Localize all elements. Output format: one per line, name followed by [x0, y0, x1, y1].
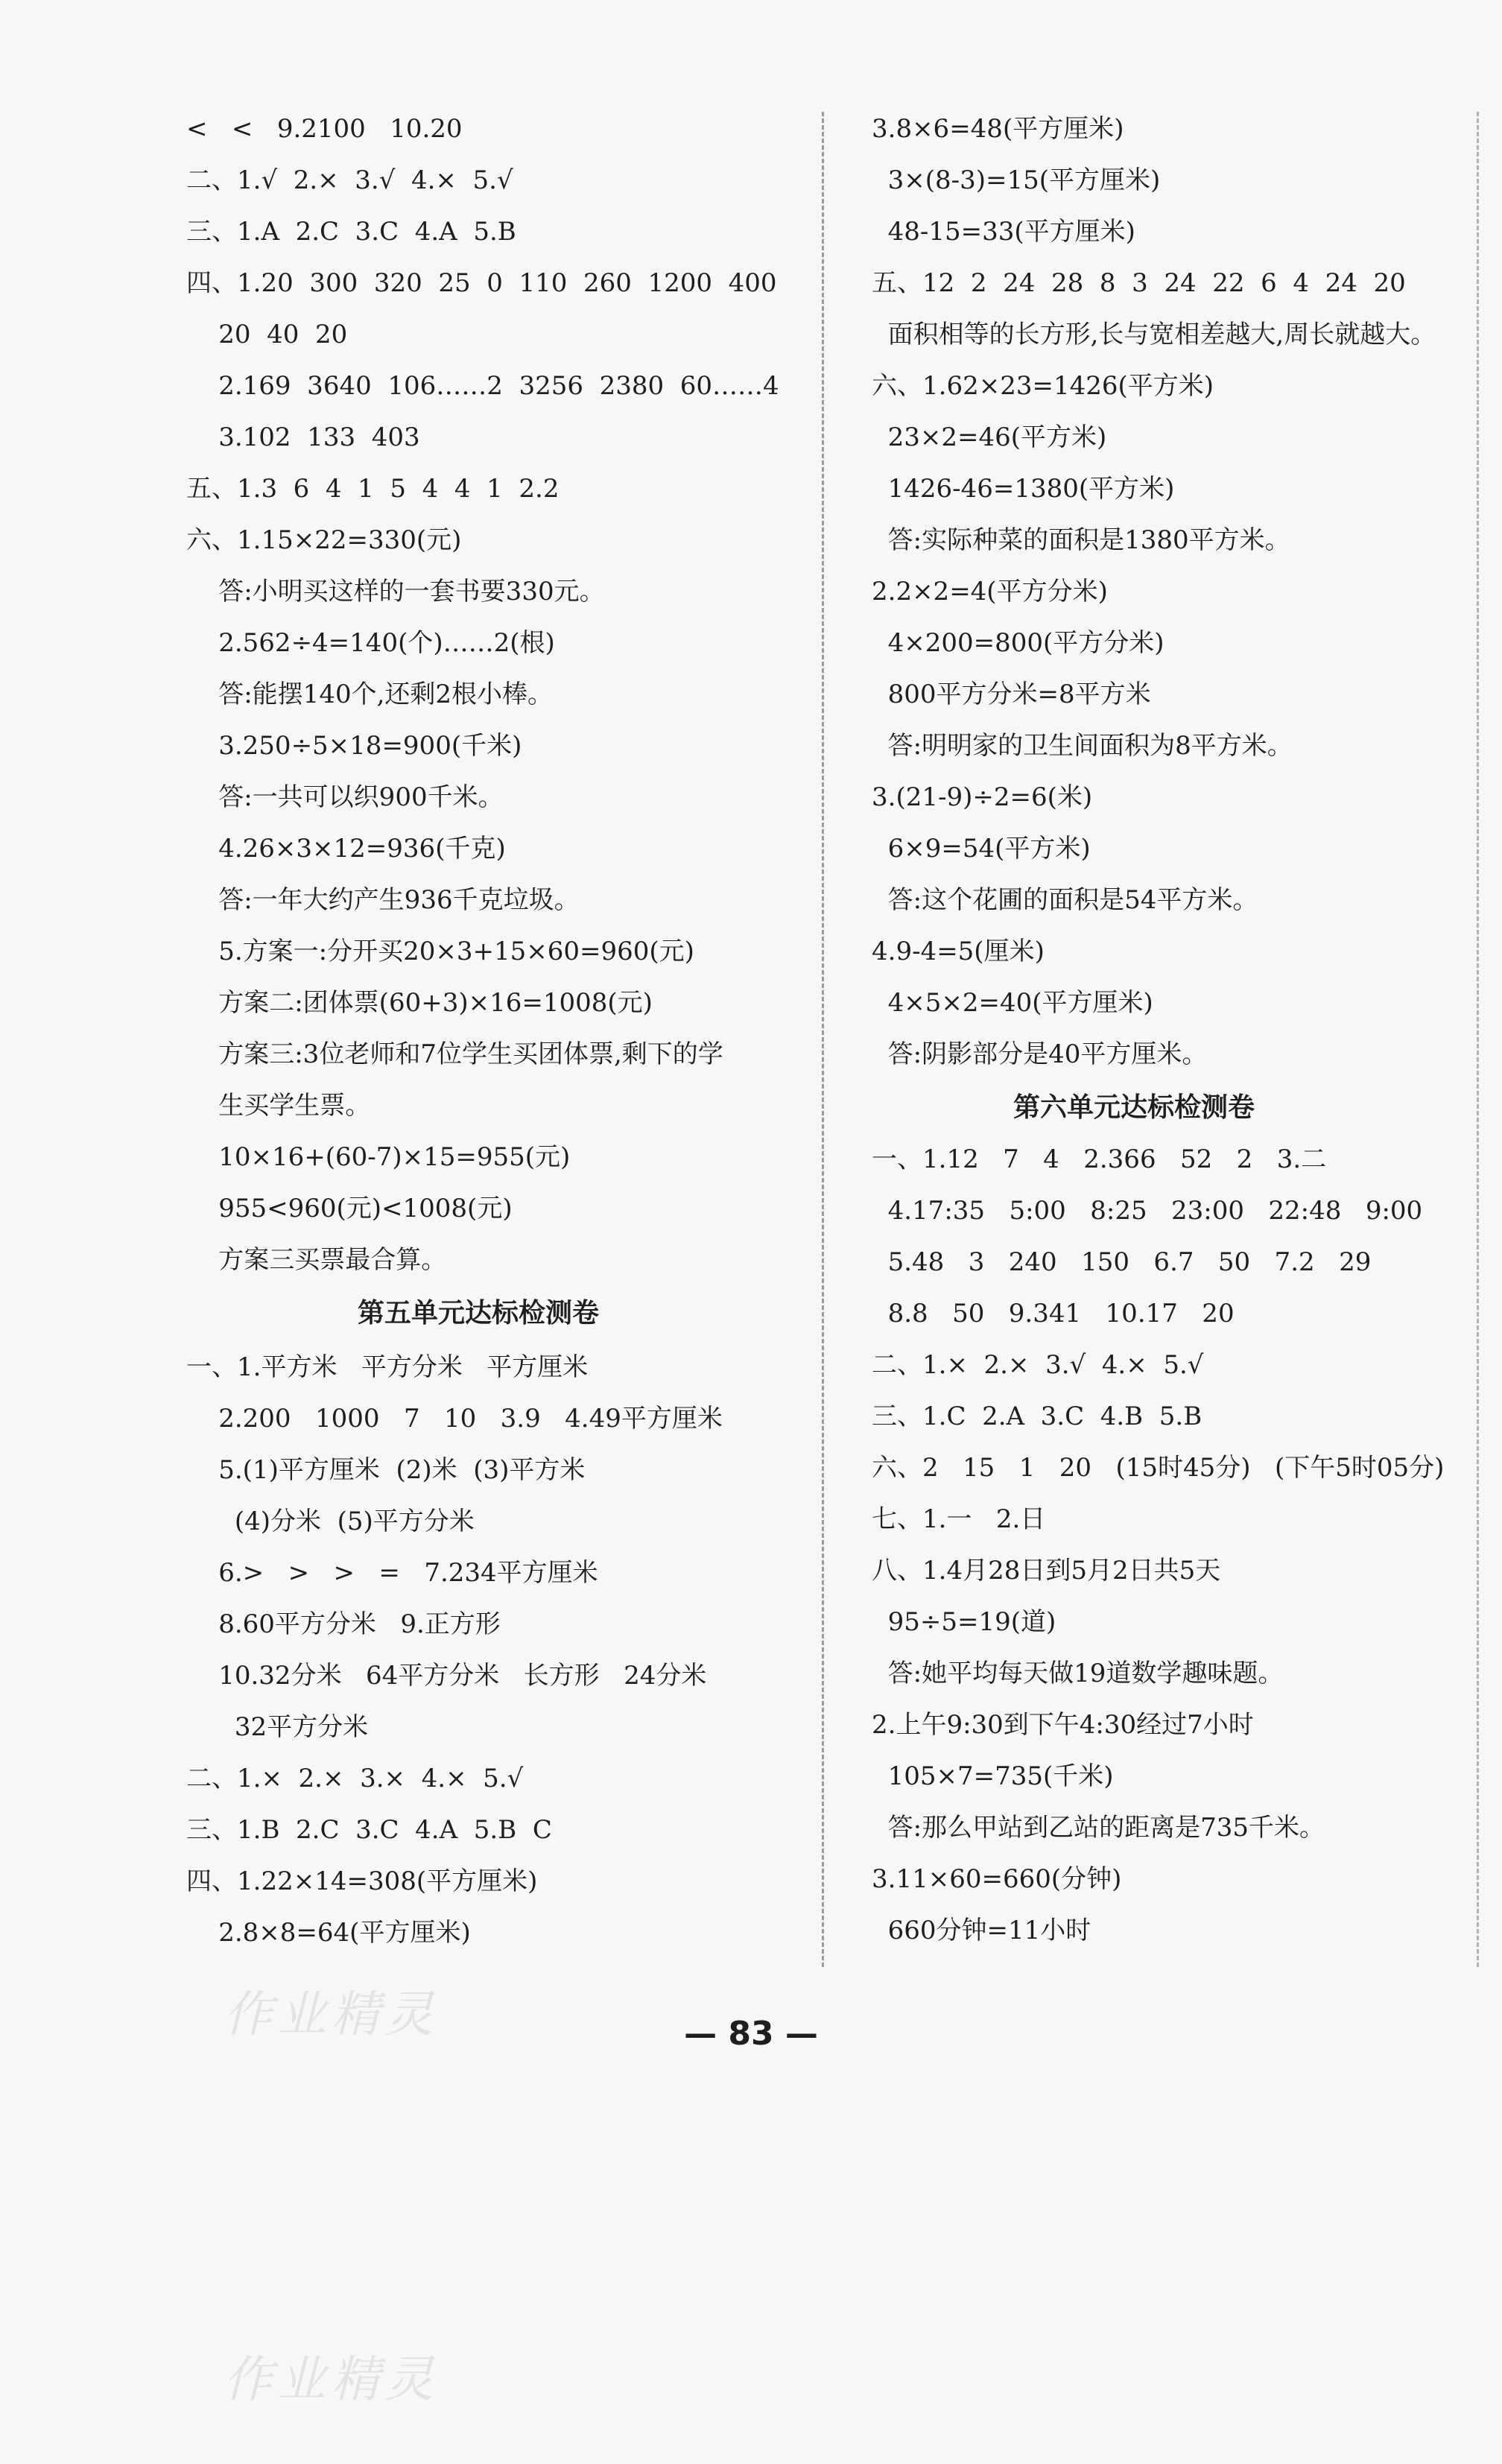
answer-line: 3.8×6=48(平方厘米) [872, 114, 1124, 144]
answer-line: 3×(8-3)=15(平方厘米) [872, 165, 1161, 195]
answer-line: (4)分米 (5)平方分米 [186, 1507, 475, 1536]
answer-line: 五、12 2 24 28 8 3 24 22 6 4 24 20 [872, 268, 1406, 298]
answer-line: 2.200 1000 7 10 3.9 4.49平方厘米 [186, 1404, 723, 1434]
answer-line: 2.8×8=64(平方厘米) [186, 1918, 471, 1948]
answer-line: 2.上午9:30到下午4:30经过7小时 [872, 1710, 1254, 1740]
answer-line: 2.2×2=4(平方分米) [872, 577, 1108, 607]
answer-line: 二、1.× 2.× 3.× 4.× 5.√ [186, 1764, 524, 1793]
answer-line: 一、1.平方米 平方分米 平方厘米 [186, 1352, 589, 1382]
answer-line: 5.48 3 240 150 6.7 50 7.2 29 [872, 1247, 1372, 1277]
answer-line: 6×9=54(平方米) [872, 834, 1091, 864]
answer-line: 8.60平方分米 9.正方形 [186, 1609, 501, 1639]
answer-line: 八、1.4月28日到5月2日共5天 [872, 1556, 1221, 1586]
answer-line: 4.17:35 5:00 8:25 23:00 22:48 9:00 [872, 1196, 1423, 1226]
answer-line: < < 9.2100 10.20 [186, 114, 463, 144]
answer-line: 105×7=735(千米) [872, 1761, 1114, 1791]
answer-line: 答:小明买这样的一套书要330元。 [186, 577, 605, 607]
answer-line: 答:能摆140个,还剩2根小棒。 [186, 680, 554, 709]
answer-line: 六、1.62×23=1426(平方米) [872, 371, 1214, 401]
answer-line: 48-15=33(平方厘米) [872, 217, 1135, 247]
answer-line: 32平方分米 [186, 1712, 369, 1742]
answer-line: 4×200=800(平方分米) [872, 628, 1164, 658]
answer-line: 955<960(元)<1008(元) [186, 1194, 513, 1223]
column-divider [822, 112, 824, 1967]
answer-line: 2.562÷4=140(个)……2(根) [186, 628, 555, 658]
answer-line: 答:一年大约产生936千克垃圾。 [186, 885, 580, 915]
answer-line: 4.9-4=5(厘米) [872, 937, 1045, 966]
answer-line: 4×5×2=40(平方厘米) [872, 988, 1153, 1018]
answer-line: 5.(1)平方厘米 (2)米 (3)平方米 [186, 1455, 586, 1485]
answer-line: 4.26×3×12=936(千克) [186, 834, 506, 864]
answer-line: 8.8 50 9.341 10.17 20 [872, 1299, 1235, 1328]
answer-line: 方案二:团体票(60+3)×16=1008(元) [186, 988, 653, 1018]
answer-line: 6.> > > = 7.234平方厘米 [186, 1558, 598, 1588]
answer-line: 答:一共可以织900千米。 [186, 782, 504, 812]
answer-line: 七、1.一 2.日 [872, 1504, 1046, 1534]
answer-line: 答:她平均每天做19道数学趣味题。 [872, 1659, 1284, 1688]
answer-line: 5.方案一:分开买20×3+15×60=960(元) [186, 937, 694, 966]
answer-line: 2.169 3640 106……2 3256 2380 60……4 [186, 371, 779, 401]
answer-line: 23×2=46(平方米) [872, 422, 1107, 452]
answer-line: 答:那么甲站到乙站的距离是735千米。 [872, 1813, 1325, 1843]
watermark: 作业精灵 [224, 1986, 438, 2043]
answer-line: 四、1.22×14=308(平方厘米) [186, 1866, 538, 1896]
watermark: 作业精灵 [224, 2351, 438, 2408]
unit6-heading: 第六单元达标检测卷 [1013, 1092, 1255, 1123]
answer-line: 660分钟=11小时 [872, 1916, 1091, 1945]
answer-line: 10.32分米 64平方分米 长方形 24分米 [186, 1661, 707, 1691]
answer-line: 3.250÷5×18=900(千米) [186, 731, 522, 761]
answer-line: 二、1.× 2.× 3.√ 4.× 5.√ [872, 1350, 1204, 1380]
answer-line: 3.11×60=660(分钟) [872, 1864, 1122, 1894]
answer-line: 六、2 15 1 20 (15时45分) (下午5时05分) [872, 1453, 1445, 1483]
answer-line: 方案三买票最合算。 [186, 1245, 447, 1275]
page-number: — 83 — [684, 2015, 818, 2053]
answer-line: 答:这个花圃的面积是54平方米。 [872, 885, 1258, 915]
answer-line: 1426-46=1380(平方米) [872, 474, 1175, 504]
answer-line: 三、1.A 2.C 3.C 4.A 5.B [186, 217, 516, 247]
answer-line: 95÷5=19(道) [872, 1607, 1056, 1637]
answer-line: 三、1.B 2.C 3.C 4.A 5.B C [186, 1815, 552, 1845]
answer-line: 800平方分米=8平方米 [872, 680, 1151, 709]
answer-line: 答:实际种菜的面积是1380平方米。 [872, 525, 1290, 555]
answer-line: 六、1.15×22=330(元) [186, 525, 462, 555]
answer-line: 生买学生票。 [186, 1091, 371, 1121]
answer-line: 3.102 133 403 [186, 422, 420, 452]
answer-line: 答:明明家的卫生间面积为8平方米。 [872, 731, 1293, 761]
right-edge-divider [1477, 112, 1479, 1967]
answer-line: 3.(21-9)÷2=6(米) [872, 782, 1093, 812]
answer-line: 答:阴影部分是40平方厘米。 [872, 1039, 1208, 1069]
answer-line: 三、1.C 2.A 3.C 4.B 5.B [872, 1402, 1202, 1431]
answer-line: 二、1.√ 2.× 3.√ 4.× 5.√ [186, 165, 513, 195]
answer-line: 20 40 20 [186, 320, 348, 349]
answer-line: 五、1.3 6 4 1 5 4 4 1 2.2 [186, 474, 560, 504]
answer-line: 一、1.12 7 4 2.366 52 2 3.二 [872, 1144, 1327, 1174]
answer-line: 面积相等的长方形,长与宽相差越大,周长就越大。 [872, 320, 1436, 349]
answer-line: 10×16+(60-7)×15=955(元) [186, 1142, 571, 1172]
answer-line: 方案三:3位老师和7位学生买团体票,剩下的学 [186, 1039, 723, 1069]
answer-line: 四、1.20 300 320 25 0 110 260 1200 400 [186, 268, 777, 298]
unit5-heading: 第五单元达标检测卷 [358, 1298, 600, 1328]
